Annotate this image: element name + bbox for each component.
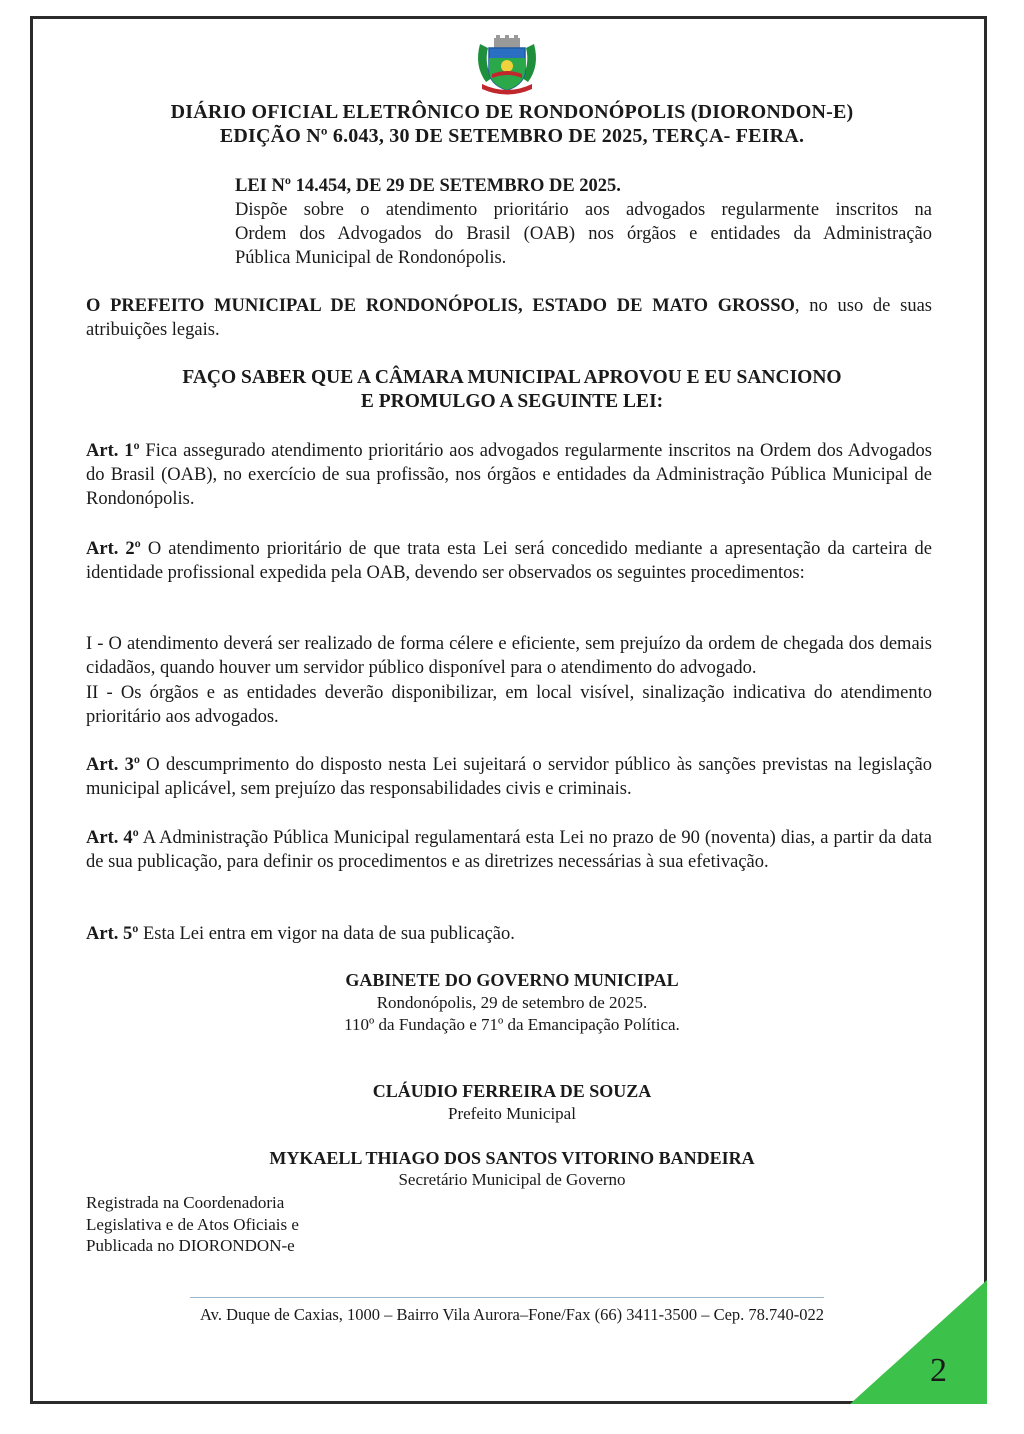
registration-line: Publicada no DIORONDON-e xyxy=(86,1236,295,1255)
closing-place-date: Rondonópolis, 29 de setembro de 2025. xyxy=(376,993,648,1012)
article-text: Fica assegurado atendimento prioritário aos advogados regularmente inscritos na Ordem dos Advogados do Brasil (OAB), no exercício de sua profissão, nos órgãos e entidades da Administração Pública Municipal de Rondonópolis. xyxy=(86,441,932,509)
article-4 xyxy=(86,826,932,874)
signature-name: CLÁUDIO FERREIRA DE SOUZA xyxy=(372,1081,652,1101)
item-i: I - O atendimento deverá ser realizado de forma célere e eficiente, sem prejuízo da ordem de chegada dos demais cidadãos, quando houver um servidor público disponível para o atendimento do advogado. xyxy=(86,634,932,678)
gazette-title: DIÁRIO OFICIAL ELETRÔNICO DE RONDONÓPOLIS (DIORONDON-E) xyxy=(170,101,854,123)
article-1 xyxy=(86,439,932,511)
closing-anniversary: 110º da Fundação e 71º da Emancipação Política. xyxy=(344,1015,680,1034)
article-text: Esta Lei entra em vigor na data de sua publicação. xyxy=(138,924,515,944)
page-number: 2 xyxy=(930,1352,947,1389)
city-crest-icon xyxy=(472,34,542,96)
article-label: Art. 2º xyxy=(86,539,141,559)
edition-line: EDIÇÃO Nº 6.043, 30 DE SETEMBRO DE 2025, TERÇA- FEIRA. xyxy=(219,125,805,147)
summary-line: Pública Municipal de Rondonópolis. xyxy=(235,248,507,268)
article-2 xyxy=(86,537,932,585)
article-label: Art. 1º xyxy=(86,441,140,461)
article-label: Art. 5º xyxy=(86,924,139,944)
summary-line: Dispõe sobre o atendimento prioritário aos advogados regularmente inscritos na xyxy=(235,200,932,220)
law-summary xyxy=(235,198,932,270)
signature-role: Secretário Municipal de Governo xyxy=(398,1170,626,1189)
article-label: Art. 3º xyxy=(86,755,141,775)
preamble-authority: O PREFEITO MUNICIPAL DE RONDONÓPOLIS, ESTADO DE MATO GROSSO xyxy=(86,296,795,316)
article-text: O atendimento prioritário de que trata esta Lei será concedido mediante a apresentação da carteira de identidade profissional expedida pela OAB, devendo ser observados os seguintes procedimentos: xyxy=(86,539,932,583)
article-3 xyxy=(86,753,932,801)
closing-office: GABINETE DO GOVERNO MUNICIPAL xyxy=(345,970,679,990)
preamble xyxy=(86,294,932,342)
article-text: A Administração Pública Municipal regulamentará esta Lei no prazo de 90 (noventa) dias, a partir da data de sua publicação, para definir os procedimentos e as diretrizes necessárias à sua efetivação. xyxy=(86,828,932,872)
footer-address: Av. Duque de Caxias, 1000 – Bairro Vila Aurora–Fone/Fax (66) 3411-3500 – Cep. 78.740-022 xyxy=(199,1305,825,1324)
registration-line: Legislativa e de Atos Oficiais e xyxy=(86,1214,299,1234)
item-ii: II - Os órgãos e as entidades deverão disponibilizar, em local visível, sinalização indicativa do atendimento prioritário aos advogados. xyxy=(86,683,932,727)
signature-name: MYKAELL THIAGO DOS SANTOS VITORINO BANDEIRA xyxy=(269,1148,755,1168)
article-5 xyxy=(86,922,932,946)
enactment-line: FAÇO SABER QUE A CÂMARA MUNICIPAL APROVOU E EU SANCIONO xyxy=(182,367,842,388)
summary-line: Ordem dos Advogados do Brasil (OAB) nos órgãos e entidades da Administração xyxy=(235,224,932,244)
registration-note xyxy=(86,1192,299,1257)
footer-divider xyxy=(190,1297,824,1298)
preamble-rest: , no uso de suas atribuições legais. xyxy=(86,296,932,340)
law-title: LEI Nº 14.454, DE 29 DE SETEMBRO DE 2025. xyxy=(235,176,621,196)
signature-role: Prefeito Municipal xyxy=(448,1104,576,1123)
page-corner-triangle xyxy=(850,1280,987,1404)
enactment-line: E PROMULGO A SEGUINTE LEI: xyxy=(360,391,664,412)
article-label: Art. 4º xyxy=(86,828,139,848)
article-text: O descumprimento do disposto nesta Lei sujeitará o servidor público às sanções previstas na legislação municipal aplicável, sem prejuízo das responsabilidades civis e criminais. xyxy=(86,755,932,799)
registration-line: Registrada na Coordenadoria xyxy=(86,1193,285,1212)
